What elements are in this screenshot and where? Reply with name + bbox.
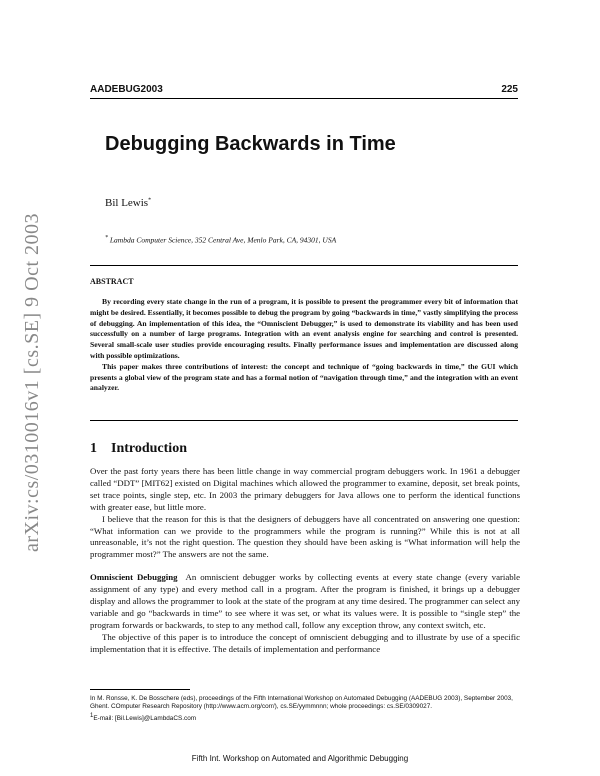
affiliation-mark: * bbox=[105, 235, 108, 241]
page-number: 225 bbox=[501, 84, 518, 95]
affiliation bbox=[105, 235, 336, 245]
header-rule bbox=[90, 98, 518, 99]
abstract-paragraph: By recording every state change in the run of a program, it is possible to present the programmer every bit of information that might be desired. Essentially, it becomes possible to debug the program by going “backwards in time,” vastly simplifying the process of debugging. An implementation of this idea, the “Omniscient Debugger,” is used to demonstrate its viability and has been used successfully on a number of large programs. Integration with an event analysis engine for searching and control is presented. Several small-scale user studies provide encouraging results. Finally performance issues and implementation are discussed along with possible optimizations. bbox=[90, 297, 518, 360]
abstract-paragraph: This paper makes three contributions of interest: the concept and technique of “going backwards in time,” the GUI which presents a global view of the program state and has a formal notion of “navigation through time,” and the integration with an event analyzer. bbox=[90, 361, 518, 393]
footnote-rule bbox=[90, 689, 190, 690]
affiliation-text: Lambda Computer Science, 352 Central Ave, Menlo Park, CA, 94301, USA bbox=[109, 235, 337, 245]
footnote-email bbox=[90, 712, 520, 723]
footnote-citation: In M. Ronsse, K. De Bosschere (eds), proceedings of the Fifth International Workshop on Automated Debugging (AADEBUG 2003), September 2003, Ghent. COmputer Research Repository (http://www.acm.org/corr/), cs.SE/yymmnnn; whole proceedings: cs.SE/0309027. bbox=[90, 695, 513, 711]
body-paragraph: I believe that the reason for this is that the designers of debuggers have all concentrated on answering one question: “What information can we provide to the programmers while the program is running?” While this is not at all unreasonable, it’s not the right question. The question they should have been asking is “What information will help the programmer most?” The answers are not the same. bbox=[90, 513, 520, 560]
abstract-bottom-rule bbox=[90, 420, 518, 421]
author-name: Bil Lewis bbox=[105, 197, 149, 209]
paper-title: Debugging Backwards in Time bbox=[105, 133, 396, 155]
runin-paragraph bbox=[90, 572, 520, 632]
body-paragraph: The objective of this paper is to introduce the concept of omniscient debugging and to illustrate by use of a specific implementation that it is effective. The details of implementation and performance bbox=[90, 631, 520, 654]
body-paragraph: Over the past forty years there has been little change in way commercial program debuggers work. In 1961 a debugger called “DDT” [MIT62] existed on Digital machines which allowed the programmer to examine, deposit, set break points, set trace points, single step, etc. In 2003 the primary debuggers for Java allows one to perform the identical functions with greater ease, but little more. bbox=[90, 466, 520, 512]
section-number: 1 bbox=[90, 441, 97, 456]
running-header-venue: AADEBUG2003 bbox=[90, 84, 163, 95]
author bbox=[105, 197, 151, 209]
abstract-heading: ABSTRACT bbox=[90, 277, 134, 286]
footnotes bbox=[90, 695, 520, 723]
arxiv-stamp: arXiv:cs/0310016v1 [cs.SE] 9 Oct 2003 bbox=[21, 212, 43, 552]
page-footer: Fifth Int. Workshop on Automated and Algorithmic Debugging bbox=[191, 754, 409, 763]
footnote-mark: 1 bbox=[90, 712, 94, 719]
section-heading bbox=[90, 441, 187, 457]
running-header bbox=[90, 84, 518, 95]
abstract-top-rule bbox=[90, 265, 518, 266]
paragraph-gap bbox=[90, 561, 520, 572]
abstract-body bbox=[90, 297, 518, 394]
section-title: Introduction bbox=[111, 441, 187, 456]
runin-text: An omniscient debugger works by collecting events at every state change (every variable assignment of any type) and every method call in a program. After the program is finished, it brings up a debugger display and allows the programmer to look at the state of the program at any time desired. The programmer can select any variable and go “backwards in time” to see where it was set, or what its values were. It is possible to “single step” the program forwards or backwards, to step to any method call, follow any exception throw, any context switch, etc. bbox=[90, 572, 520, 630]
author-mark: * bbox=[148, 197, 152, 204]
section-body bbox=[90, 466, 520, 656]
runin-heading: Omniscient Debugging bbox=[90, 572, 178, 583]
footnote-email-text: E-mail: [Bil.Lewis]@LambdaCS.com bbox=[93, 714, 197, 722]
